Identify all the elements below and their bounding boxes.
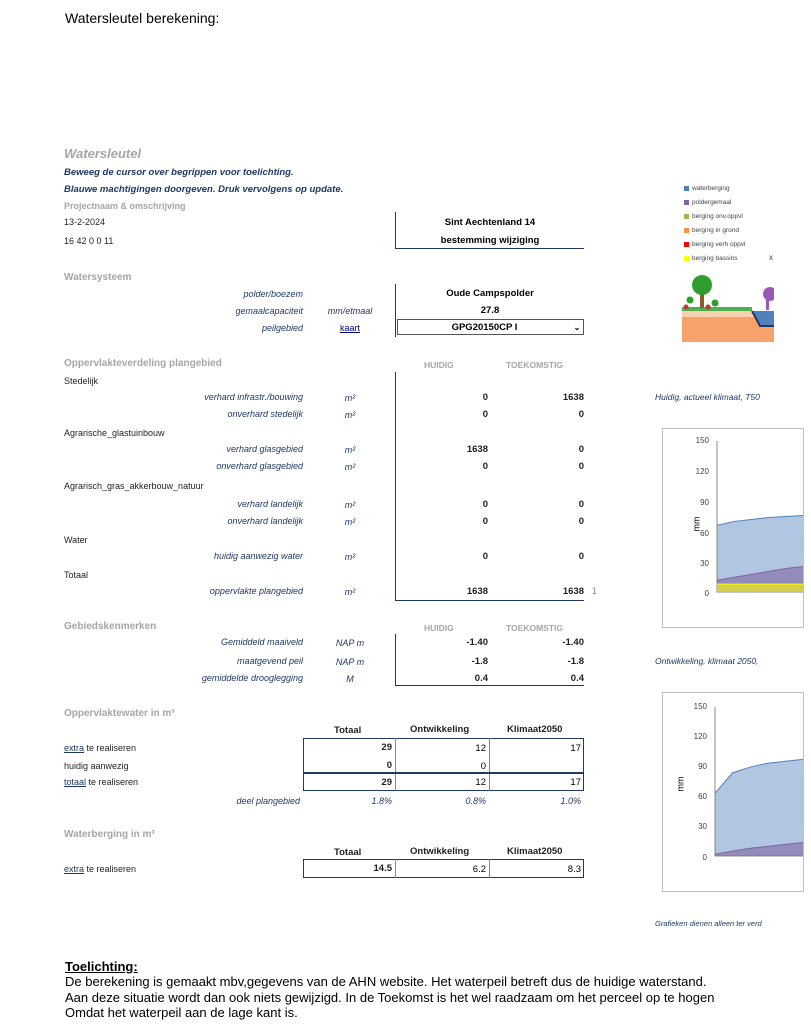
watersysteem-title: Watersysteem xyxy=(64,272,132,283)
chart2-ylabel: mm xyxy=(675,776,686,792)
instruction-2: Blauwe machtigingen doorgeven. Druk vervolgens op update. xyxy=(64,184,344,195)
ws-unit-gemaal: mm/etmaal xyxy=(327,306,373,316)
toelichting-line: De berekening is gemaakt mbv,gegevens van de AHN website. Het waterpeil betreft dus de huidige waterstand. xyxy=(65,974,707,989)
gebied-row-unit: NAP m xyxy=(335,657,365,667)
side-note: 1 xyxy=(592,586,598,596)
opp-row-toekomstig[interactable]: 0 xyxy=(578,409,584,420)
opp-row-unit: m² xyxy=(344,587,356,597)
chart1-container xyxy=(662,428,804,628)
legend-swatch xyxy=(684,228,689,233)
oppwater-klim: 17 xyxy=(570,777,581,788)
project-code: 16 42 0 0 11 xyxy=(64,236,114,246)
opp-row-huidig: 1638 xyxy=(466,586,488,597)
legend-swatch xyxy=(684,186,689,191)
extra-link[interactable]: extra xyxy=(64,864,85,874)
opp-row-label: oppervlakte plangebied xyxy=(209,586,303,596)
bush-icon xyxy=(712,300,719,307)
group-water: Water xyxy=(64,535,88,545)
oppwater-row-text: huidig aanwezig xyxy=(64,761,129,771)
legend-item: berging onv.oppvl xyxy=(684,209,784,223)
toelichting-title: Toelichting: xyxy=(65,959,138,974)
extra-link[interactable]: extra xyxy=(64,743,85,753)
waterberging-ontw: 6.2 xyxy=(472,864,486,875)
opp-row-toekomstig: 1638 xyxy=(562,586,584,597)
opp-row-unit: m² xyxy=(344,517,356,527)
oppwater-title: Oppervlaktewater in m³ xyxy=(64,708,175,719)
kaart-link[interactable]: kaart xyxy=(340,323,361,333)
chart2-container xyxy=(662,692,804,892)
flower-icon xyxy=(706,305,711,310)
oppwater-row-label xyxy=(64,777,138,787)
opp-row-unit: m² xyxy=(344,410,356,420)
gebied-row-toekomstig: 0.4 xyxy=(570,673,584,684)
watersystem-illustration xyxy=(682,270,774,342)
opp-row-label: verhard landelijk xyxy=(237,499,303,509)
chart2-ytick: 150 xyxy=(693,702,707,711)
oppwater-klim: 17 xyxy=(570,743,581,754)
pump-pipe xyxy=(766,294,769,310)
chart1-ytick: 90 xyxy=(700,498,709,507)
oppervlakte-title: Oppervlakteverdeling plangebied xyxy=(64,358,222,369)
col-toekomstig: TOEKOMSTIG xyxy=(506,623,563,633)
legend-item: waterberging xyxy=(684,181,784,195)
chart1-ytick: 30 xyxy=(700,559,709,568)
page-title: Watersleutel berekening: xyxy=(65,10,220,26)
ws-label-peil: peilgebied xyxy=(261,323,303,333)
legend-item: berging verh oppvl xyxy=(684,237,784,251)
chart1-plot xyxy=(713,441,803,596)
legend-item: poldergemaal xyxy=(684,195,784,209)
chart-footer: Grafieken dienen alleen ter verd xyxy=(655,919,762,928)
tree-icon xyxy=(692,275,712,295)
opp-row-label: onverhard landelijk xyxy=(227,516,303,526)
opp-row-toekomstig[interactable]: 0 xyxy=(578,516,584,527)
ws-label-gemaal: gemaalcapaciteit xyxy=(235,306,303,316)
opp-row-huidig[interactable]: 0 xyxy=(482,461,488,472)
toelichting-line: Omdat het waterpeil aan de lage kant is. xyxy=(65,1005,298,1020)
oppwater-totaal: 29 xyxy=(381,777,392,788)
chart1-title: Huidig, actueel klimaat, T50 xyxy=(655,392,760,402)
deel-klim: 1.0% xyxy=(560,796,581,806)
opp-row-huidig[interactable]: 0 xyxy=(482,392,488,403)
waterberging-row-text: te realiseren xyxy=(84,864,137,874)
opp-row-toekomstig[interactable]: 0 xyxy=(578,551,584,562)
opp-row-unit: m² xyxy=(344,462,356,472)
opp-row-unit: m² xyxy=(344,500,356,510)
col-ontwikkeling: Ontwikkeling xyxy=(410,724,470,735)
chart2-title: Ontwikkeling, klimaat 2050, xyxy=(655,656,759,666)
chart1-ytick: 120 xyxy=(695,467,709,476)
gebied-row-toekomstig[interactable]: -1.8 xyxy=(567,656,584,667)
grass-layer xyxy=(682,307,752,311)
chart1-ylabel: mm xyxy=(691,516,702,532)
project-desc-input[interactable]: bestemming wijziging xyxy=(440,235,540,246)
col-ontwikkeling: Ontwikkeling xyxy=(410,846,470,857)
flower-icon xyxy=(684,305,689,310)
group-glastuinbouw: Agrarische_glastuinbouw xyxy=(64,428,165,438)
opp-row-label: huidig aanwezig water xyxy=(213,551,303,561)
opp-row-toekomstig[interactable]: 0 xyxy=(578,499,584,510)
gebied-row-unit: NAP m xyxy=(335,638,365,648)
opp-row-unit: m² xyxy=(344,445,356,455)
opp-row-huidig[interactable]: 0 xyxy=(482,551,488,562)
totaal-link[interactable]: totaal xyxy=(64,777,87,787)
legend-swatch xyxy=(684,256,689,261)
opp-row-huidig[interactable]: 0 xyxy=(482,499,488,510)
chart2-ytick: 30 xyxy=(698,822,707,831)
oppwater-totaal[interactable]: 0 xyxy=(386,760,392,771)
chart1-ytick: 60 xyxy=(700,529,709,538)
opp-row-label: onverhard stedelijk xyxy=(227,409,303,419)
col-totaal: Totaal xyxy=(334,725,362,736)
oppwater-ontw: 12 xyxy=(475,743,486,754)
tool-title: Watersleutel xyxy=(64,146,142,161)
col-totaal: Totaal xyxy=(334,847,362,858)
chart2-ytick: 60 xyxy=(698,792,707,801)
bush-icon xyxy=(687,297,694,304)
legend-close-icon[interactable]: x xyxy=(769,253,773,262)
waterberging-totaal: 14.5 xyxy=(373,863,392,874)
gebied-row-label: gemiddelde drooglegging xyxy=(201,673,303,683)
chart1-ytick: 150 xyxy=(695,436,709,445)
chart2-ytick: 90 xyxy=(698,762,707,771)
opp-row-huidig[interactable]: 0 xyxy=(482,409,488,420)
project-name-input[interactable]: Sint Aechtenland 14 xyxy=(444,217,536,228)
group-landelijk: Agrarisch_gras_akkerbouw_natuur xyxy=(64,481,204,491)
opp-row-toekomstig[interactable]: 1638 xyxy=(562,392,584,403)
opp-row-label: verhard glasgebied xyxy=(226,444,303,454)
deel-ontw: 0.8% xyxy=(465,796,486,806)
ws-value-polder[interactable]: Oude Campspolder xyxy=(446,288,534,299)
series-area-waterberging xyxy=(715,759,803,856)
ws-value-gemaal[interactable]: 27.8 xyxy=(480,305,500,316)
col-huidig: HUIDIG xyxy=(424,360,454,370)
gebied-row-toekomstig[interactable]: -1.40 xyxy=(562,637,584,648)
chart2-ytick: 120 xyxy=(693,732,707,741)
series-area-berging bassins xyxy=(717,584,803,592)
waterberging-klim: 8.3 xyxy=(567,864,581,875)
toelichting-line: Aan deze situatie wordt dan ook niets gewijzigd. In de Toekomst is het wel raadzaam om het perceel op te hogen xyxy=(65,990,715,1005)
legend-swatch xyxy=(684,200,689,205)
oppwater-row-label xyxy=(64,761,129,771)
oppwater-row-text: te realiseren xyxy=(84,743,137,753)
opp-row-huidig[interactable]: 1638 xyxy=(466,444,488,455)
opp-row-huidig[interactable]: 0 xyxy=(482,516,488,527)
gebied-title: Gebiedskenmerken xyxy=(64,621,157,632)
gebied-row-label: maatgevend peil xyxy=(236,656,303,666)
col-klimaat2050: Klimaat2050 xyxy=(507,846,563,857)
chart2-ytick: 0 xyxy=(702,853,707,862)
chart2-plot xyxy=(711,707,803,860)
oppwater-totaal: 29 xyxy=(381,742,392,753)
peilgebied-select[interactable] xyxy=(397,319,584,335)
waterberging-title: Waterberging in m³ xyxy=(64,829,155,840)
group-stedelijk: Stedelijk xyxy=(64,376,99,386)
col-klimaat2050: Klimaat2050 xyxy=(507,724,563,735)
opp-row-unit: m² xyxy=(344,393,356,403)
oppwater-row-text: te realiseren xyxy=(86,777,139,787)
deel-label: deel plangebied xyxy=(236,796,300,806)
peilgebied-selected: GPG20150CP I xyxy=(451,321,518,333)
gebied-row-huidig: 0.4 xyxy=(474,673,488,684)
group-totaal: Totaal xyxy=(64,570,89,580)
col-toekomstig: TOEKOMSTIG xyxy=(506,360,563,370)
instruction-1: Beweeg de cursor over begrippen voor toelichting. xyxy=(64,167,294,178)
oppwater-row-label xyxy=(64,743,136,753)
gebied-row-huidig[interactable]: -1.8 xyxy=(471,656,488,667)
legend-item: berging bassins xyxy=(684,251,784,265)
oppwater-ontw: 0 xyxy=(480,761,486,772)
legend-item: berging in grond xyxy=(684,223,784,237)
legend-swatch xyxy=(684,242,689,247)
legend-swatch xyxy=(684,214,689,219)
waterberging-row-label xyxy=(64,864,136,874)
project-label: Projectnaam & omschrijving xyxy=(64,201,186,211)
opp-row-toekomstig[interactable]: 0 xyxy=(578,444,584,455)
chevron-down-icon[interactable]: ⌄ xyxy=(573,322,581,332)
opp-row-unit: m² xyxy=(344,552,356,562)
project-date: 13-2-2024 xyxy=(64,217,106,227)
opp-row-label: verhard infrastr./bouwing xyxy=(204,392,303,402)
opp-row-label: onverhard glasgebied xyxy=(216,461,303,471)
gebied-row-label: Gemiddeld maaiveld xyxy=(220,637,303,647)
gebied-row-unit: M xyxy=(346,674,354,684)
ws-label-polder: polder/boezem xyxy=(243,289,303,299)
oppwater-ontw: 12 xyxy=(475,777,486,788)
opp-row-toekomstig[interactable]: 0 xyxy=(578,461,584,472)
gebied-row-huidig[interactable]: -1.40 xyxy=(466,637,488,648)
deel-totaal: 1.8% xyxy=(371,796,392,806)
chart1-ytick: 0 xyxy=(704,589,709,598)
col-huidig: HUIDIG xyxy=(424,623,454,633)
